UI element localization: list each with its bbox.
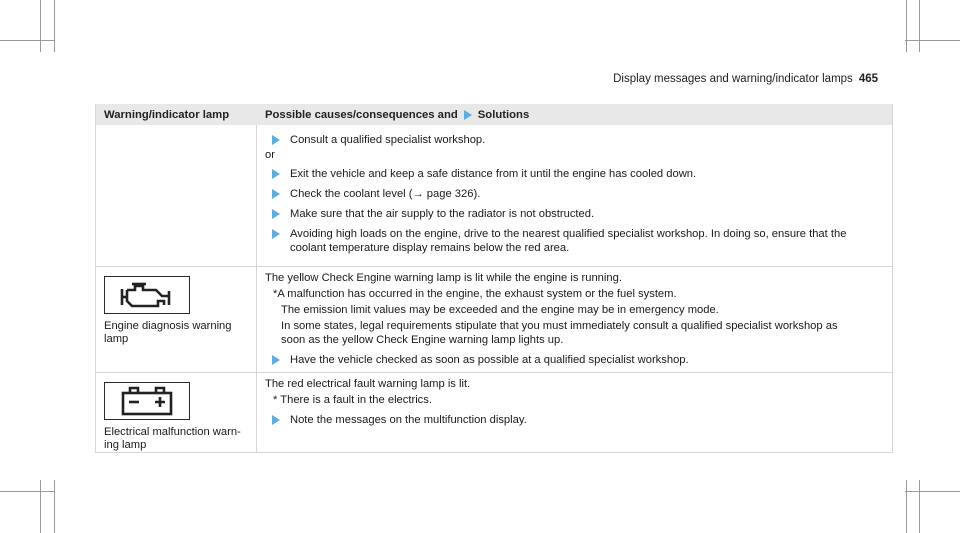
list-item: Have the vehicle checked as soon as possible at a qualified specialist workshop. <box>265 353 884 367</box>
lamp-cell <box>96 267 257 372</box>
header-title: Display messages and warning/indicator lamps <box>613 73 853 85</box>
lamp-cell <box>96 373 257 452</box>
solution-arrow-icon <box>272 169 280 179</box>
list-item: Exit the vehicle and keep a safe distance from it until the engine has cooled down. <box>265 167 884 181</box>
solution-arrow-icon <box>272 355 280 365</box>
column-header-lamp: Warning/indicator lamp <box>104 108 230 121</box>
list-item: Make sure that the air supply to the radiator is not obstructed. <box>265 207 884 221</box>
crop-mark <box>0 491 55 492</box>
crop-mark <box>40 0 41 52</box>
lamp-cell <box>96 125 257 266</box>
engine-outline-icon <box>118 281 176 309</box>
battery-outline-icon <box>119 386 175 416</box>
table-header <box>96 104 892 125</box>
table-row <box>96 266 892 372</box>
or-text: or <box>265 149 275 161</box>
crop-mark <box>906 480 907 533</box>
crop-mark <box>54 480 55 533</box>
crop-mark <box>906 0 907 52</box>
cause-text: *A malfunction has occurred in the engine, the exhaust system or the fuel system. <box>273 288 677 300</box>
table-row <box>96 125 892 266</box>
column-header-causes <box>257 108 892 122</box>
list-item: Check the coolant level (→ page 326). <box>265 187 884 201</box>
list-item: Note the messages on the multifunction display. <box>265 413 884 427</box>
cause-text: The yellow Check Engine warning lamp is lit while the engine is running. <box>265 272 622 284</box>
table-row <box>96 372 892 452</box>
causes-cell <box>257 267 892 372</box>
crop-mark <box>905 491 960 492</box>
crop-mark <box>919 0 920 52</box>
solution-arrow-icon <box>272 209 280 219</box>
lamp-label: Engine diagnosis warning lamp <box>104 320 232 345</box>
column-header-solutions-text: Solutions <box>477 108 530 121</box>
battery-icon <box>104 382 190 420</box>
solution-arrow-icon <box>272 135 280 145</box>
causes-cell <box>257 125 892 266</box>
solution-arrow-icon <box>272 229 280 239</box>
cause-text: In some states, legal requirements stipulate that you must immediately consult a qualified specialist workshop as <box>281 320 838 332</box>
cause-text: soon as the yellow Check Engine warning lamp lights up. <box>281 334 564 346</box>
crop-mark <box>905 40 960 41</box>
list-item: Consult a qualified specialist workshop. <box>265 133 884 147</box>
causes-cell <box>257 373 892 452</box>
warning-lamp-table <box>95 104 893 453</box>
lamp-label: Electrical malfunction warn- ing lamp <box>104 426 241 451</box>
cause-text: The emission limit values may be exceeded and the engine may be in emergency mode. <box>281 304 719 316</box>
page-number: 465 <box>858 73 878 85</box>
list-item: Avoiding high loads on the engine, drive to the nearest qualified specialist workshop. In doing so, ensure that the coolant temperature display remains below the red area. <box>265 227 884 255</box>
crop-mark <box>0 40 55 41</box>
column-header-causes-text: Possible causes/consequences and <box>265 108 458 121</box>
crop-mark <box>40 480 41 533</box>
running-header <box>613 72 878 86</box>
solution-arrow-icon <box>464 110 472 120</box>
crop-mark <box>54 0 55 52</box>
cause-text: The red electrical fault warning lamp is lit. <box>265 378 471 390</box>
engine-diagnosis-icon <box>104 276 190 314</box>
solution-arrow-icon <box>272 415 280 425</box>
crop-mark <box>919 480 920 533</box>
cause-text: * There is a fault in the electrics. <box>273 394 432 406</box>
solution-arrow-icon <box>272 189 280 199</box>
